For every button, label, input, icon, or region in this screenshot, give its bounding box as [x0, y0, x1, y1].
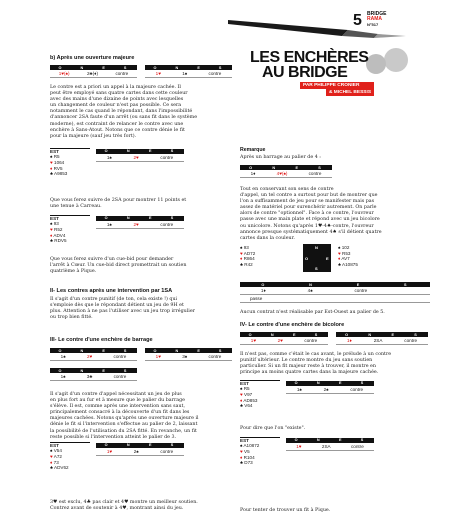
diamond-icon: ♦: [50, 459, 53, 465]
section-3-heading: III- Le contre d'une enchère de barrage: [50, 337, 153, 343]
title-line-1: LES ENCHÈRES: [250, 49, 369, 66]
heart-icon: ♥: [50, 159, 53, 165]
brand-mid: RAMA: [367, 16, 382, 22]
remarque-text: Après un barrage au palier de 4 :: [240, 155, 321, 160]
spade-icon: ♠: [240, 443, 243, 449]
bidding-box-4b: O N E S 1♦ 2SA contre: [336, 332, 428, 345]
bidding-box-r1: O N E S 1♦ 4♥(♠) contre: [240, 165, 332, 178]
spade-icon: ♠: [240, 386, 243, 392]
deal-bidding-box: O N E S 1♦ 4♠ contre passe: [240, 282, 430, 303]
club-icon: ♣: [338, 261, 342, 267]
bidding-box-3c: O N E S 1♠ 3♣ contre: [50, 368, 137, 381]
paragraph-2: Que vous ferez suivre de 2SA pour montrer 11 points et une tenue à Carreau.: [50, 198, 187, 210]
brand-issue: N°517: [367, 22, 379, 27]
paragraph-6: 3♥ est exclu, 4♣ pas clair et 4♥ montre un meilleur soutien. Contrez avant de soutenir à 4♥, montrant ainsi du jeu.: [50, 500, 198, 512]
diamond-icon: ♦: [50, 232, 53, 238]
remarque-heading: Remarque: [240, 147, 266, 153]
club-icon: ♣: [50, 238, 54, 244]
section-2-heading: II- Les contres après une intervention par 1SA: [50, 288, 173, 294]
authors-banner: [300, 82, 374, 96]
heart-icon: ♥: [338, 250, 341, 256]
paragraph-7: Tout en conservant son sens de contre d'appel, un tel contre a surtout pour but de montrer que l'on a suffisamment de jeu pour se manifester mais pas assez de matériel pour surenchérir autrement. On parle alors de contre "optionnel". Face à ce contre, l'ouvreur passe avec une main plate et répond avec un jeu bicolore ou unicolore. Notons qu'après 1♥-4♠-contre, l'ouvreur annonce presque systématiquement 4♠ s'il détient quatre cartes dans la couleur.: [240, 187, 382, 241]
hand-1: EST ♠ R5 ♥ 1064 ♦ RV5 ♣ A9853 O N E S 1♠ 2♥ contre: [50, 148, 232, 177]
club-icon: ♣: [240, 460, 244, 466]
diamond-icon: ♦: [240, 256, 243, 262]
heart-icon: ♥: [240, 391, 243, 397]
section-4-heading: IV- Le contre d'une enchère de bicolore: [240, 322, 345, 328]
author-1: PAR PHILIPPE CRONIER: [300, 82, 374, 89]
bidding-box-3a: O N E S 1♠ 2♥ contre: [50, 348, 137, 361]
paragraph-11: Pour tenter de trouver un fit à Pique.: [240, 508, 331, 513]
club-icon: ♣: [240, 403, 244, 409]
diamond-icon: ♦: [240, 397, 243, 403]
diamond-icon: ♦: [338, 256, 341, 262]
heart-icon: ♥: [50, 453, 53, 459]
hand-5: EST ♠ A10872 ♥ V5 ♦ R104 ♣ D73 O N E S 1♥ 2SA contre: [240, 437, 430, 466]
compass-box: N O E S: [303, 244, 331, 272]
spade-icon: ♠: [50, 154, 53, 160]
spade-icon: ♠: [50, 221, 53, 227]
author-2: & MICHEL BESSIS: [326, 89, 374, 96]
diamond-icon: ♦: [50, 165, 53, 171]
hand-2: EST ♠ 93 ♥ R52 ♦ ADV4 ♣ RDV5 O N E S 1♠ 2♥ contre: [50, 215, 232, 244]
heart-icon: ♥: [50, 226, 53, 232]
club-icon: ♣: [50, 465, 54, 471]
west-hand: ♠ 93 ♥ AD72 ♦ R864 ♣ R42: [240, 245, 256, 267]
hand-4: EST ♠ R5 ♥ V97 ♦ AD853 ♣ V64 O N E S 1♠ 2♠ contre: [240, 380, 430, 409]
paragraph-5: Il s'agit d'un contre d'appel nécessitant un jeu de plus en plus fort au fur et à mesure que le palier du barrage s'élève. Il est, comme après une intervention sans saut, principalement consacré à la découverte d'un fit dans les majeures cachées. Notons qu'après une ouverture majeure il dénie le fit si l'intervention s'effectue au palier de 2, laissant la possibilité de l'utilisation du 2SA fitté. En revanche, un fit reste possible si l'intervention atteint le palier de 3.: [50, 392, 199, 440]
bidding-box-4a: O N E S 1♥ 2♥ contre: [240, 332, 328, 345]
east-hand: ♠ 102 ♥ R53 ♦ AV7 ♣ A10875: [338, 245, 358, 267]
club-icon: ♣: [240, 261, 244, 267]
paragraph-3: Que vous ferez suivre d'un cue-bid pour demander l'arrêt à Cœur. Un cue-bid direct promettrait un soutien quatrième à Pique.: [50, 257, 187, 275]
paragraph-10: Pour dire que l'on "existe".: [240, 426, 306, 431]
paragraph-4: Il s'agit d'un contre punitif (de ton, cela existe !) qui s'emploie dès que le répondant détient un jeu de 9H et plus. Attention à ne pas l'utiliser avec un jeu trop irrégulier ou trop bien fitté.: [50, 297, 195, 321]
brand-top: BRIDGE: [367, 11, 387, 17]
page-title: [250, 50, 368, 80]
bidding-box-3b: O N E S 1♥ 3♠ contre: [145, 348, 232, 361]
bidding-box-1b: O N E S 1♥ 1♠ contre: [145, 65, 232, 78]
diamond-icon: ♦: [240, 454, 243, 460]
title-line-2: AU BRIDGE: [262, 64, 348, 81]
bidding-box-1a: O N E S 1♥(♠) 2♣(♦) contre: [50, 65, 137, 78]
paragraph-9: Il n'est pas, comme c'était le cas avant, le prélude à un contre punitif ultérieur. Le contre montre du jeu sans soutien particulier. Si un fit majeur reste à trouver, il montre en principe au moins quatre cartes dans la majeure cachée.: [240, 352, 392, 376]
paragraph-8: Aucun contrat n'est réalisable par Est-Ouest au palier de 5.: [240, 310, 385, 315]
club-icon: ♣: [50, 171, 54, 177]
heart-icon: ♥: [240, 250, 243, 256]
section-b-heading: b) Après une ouverture majeure: [50, 55, 135, 61]
paragraph-1: Le contre est a priori un appel à la majeure cachée. Il peut être employé sans quatre cartes dans cette couleur avec des mains d'une dizaine de points avec lesquelles un changement de couleur n'est pas possible. Ce sera notamment le cas quand le répondant, dans l'impossibilité d'annoncer 2SA faute d'un arrêt (ou sans fit dans le système moderne), est contraint de relancer le contre avec une enchère à Sans-Atout. Notons que ce contre dénie le fit pour la majeure (sauf jeu très fort).: [50, 85, 198, 139]
spade-icon: ♠: [50, 448, 53, 454]
heart-icon: ♥: [240, 448, 243, 454]
spade-icon: ♠: [240, 245, 243, 250]
hand-3: EST ♠ V54 ♥ A72 ♦ 73 ♣ ADV62 O N E S 1♥ 2♠ contre: [50, 442, 232, 471]
issue-number: 5: [353, 12, 362, 29]
spade-icon: ♠: [338, 245, 341, 250]
hand-seat: EST: [50, 148, 59, 154]
